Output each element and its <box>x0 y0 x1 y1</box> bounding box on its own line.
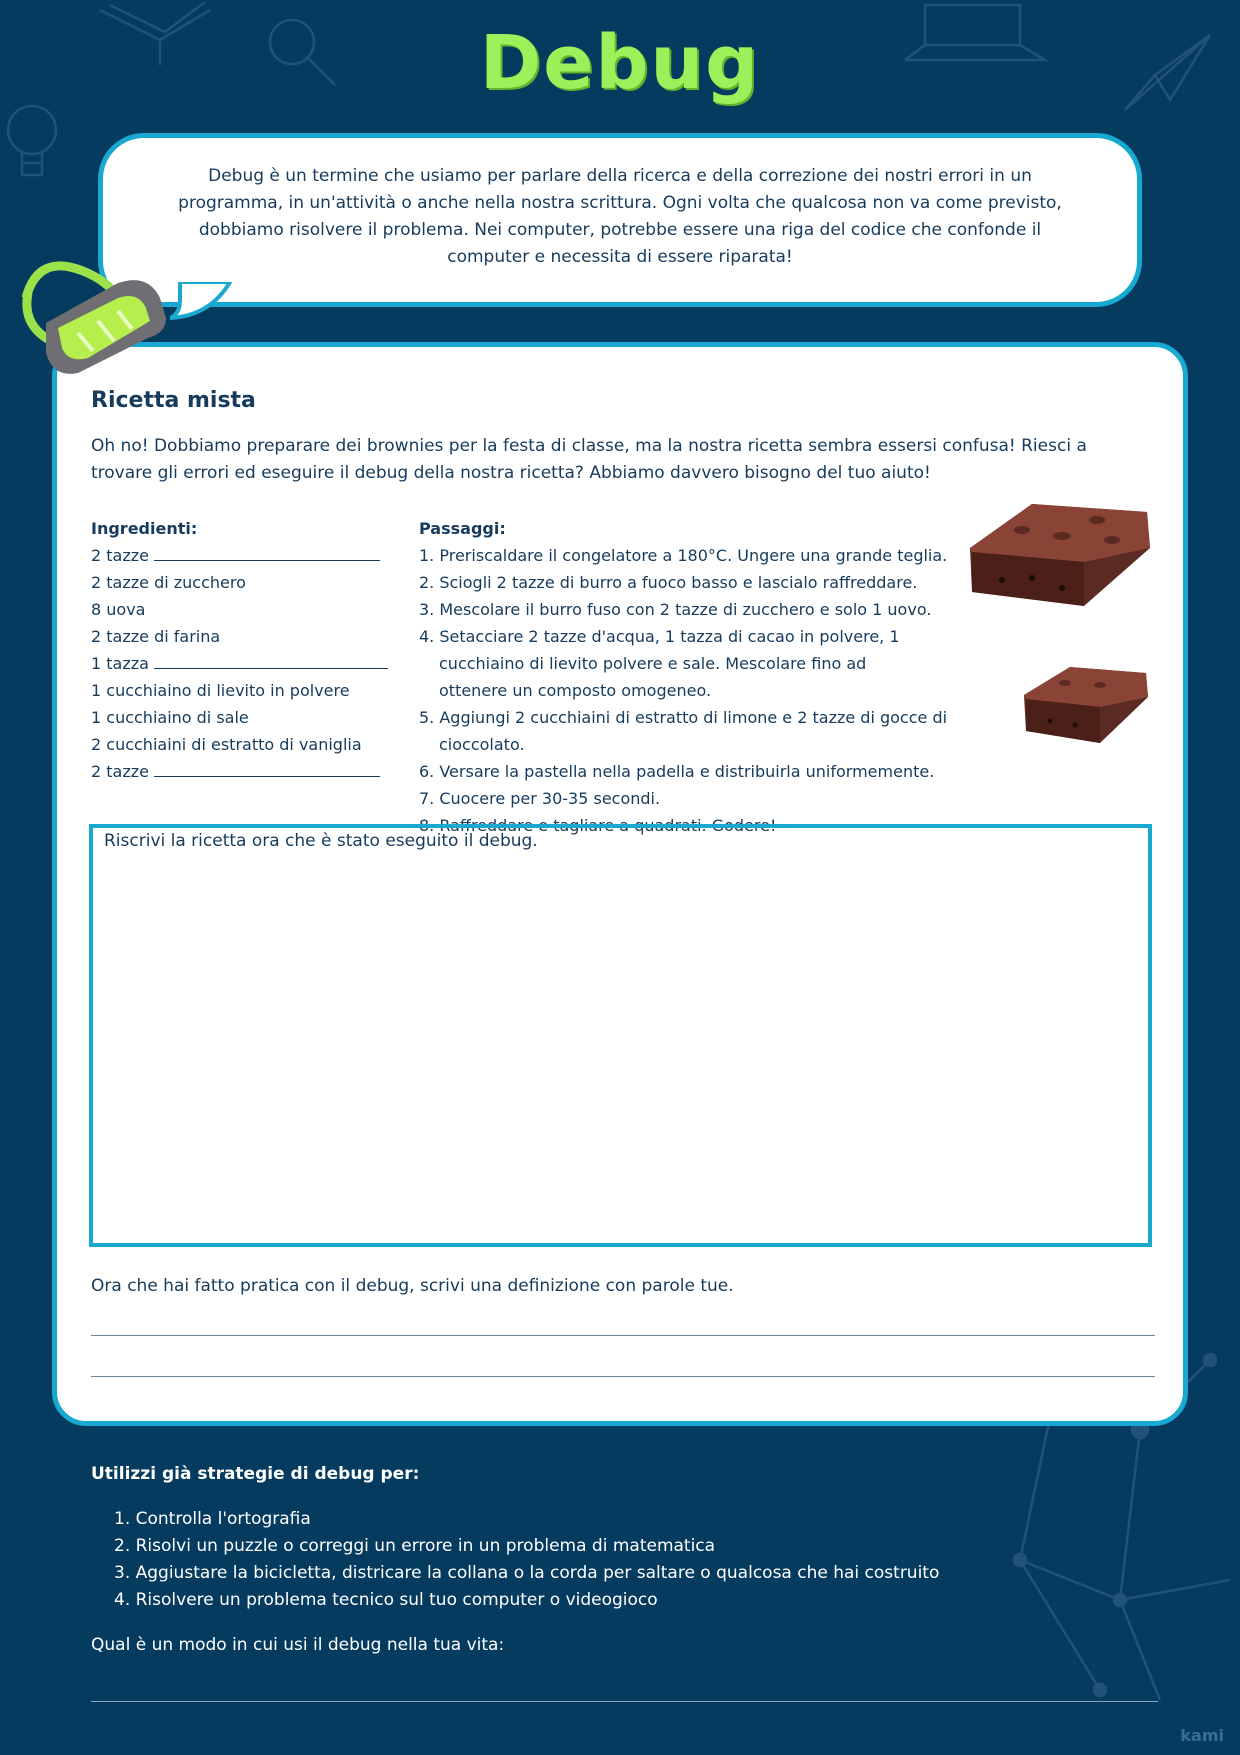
lightbulb-doodle-icon <box>0 95 70 195</box>
rewrite-prompt: Riscrivi la ricetta ora che è stato eseguito il debug. <box>104 831 538 851</box>
fill-in-blank[interactable] <box>154 545 380 561</box>
ingredient-item: 2 tazze <box>91 758 411 785</box>
answer-line[interactable] <box>91 1376 1155 1377</box>
recipe-intro: Oh no! Dobbiamo preparare dei brownies per la festa di classe, ma la nostra ricetta sembra essersi confusa! Riesci a trovare gli errori ed eseguire il debug della nostra ricetta? Abbiamo davvero bisogno del tuo aiuto! <box>91 436 1087 483</box>
ingredient-item: 2 tazze di zucchero <box>91 573 246 592</box>
step-item: 5. Aggiungi 2 cucchiaini di estratto di limone e 2 tazze di gocce di cioccolato. <box>419 708 948 754</box>
ingredient-item: 1 cucchiaino di lievito in polvere <box>91 681 350 700</box>
ingredient-item: 2 tazze di farina <box>91 627 221 646</box>
step-item: 3. Mescolare il burro fuso con 2 tazze di zucchero e solo 1 uovo. <box>419 600 932 619</box>
strategies-list <box>114 1506 939 1614</box>
fill-in-blank[interactable] <box>154 761 380 777</box>
step-item: 8. Raffreddare e tagliare a quadrati. Godere! <box>419 816 777 835</box>
ingredients-list <box>91 515 411 785</box>
answer-line[interactable] <box>91 1335 1155 1336</box>
step-item: 1. Preriscaldare il congelatore a 180°C. Ungere una grande teglia. <box>419 546 948 565</box>
steps-heading: Passaggi: <box>419 519 506 538</box>
brownie-icon <box>1024 667 1148 743</box>
answer-line[interactable] <box>91 1701 1158 1702</box>
vr-goggles-icon <box>18 253 168 383</box>
brownie-icon <box>962 500 1152 610</box>
rewrite-answer-box[interactable] <box>89 824 1152 1247</box>
step-item: 4. Setacciare 2 tazze d'acqua, 1 tazza di cacao in polvere, 1 cucchiaino di lievito polvere e sale. Mescolare fino ad ottenere un composto omogeneo. <box>419 627 900 700</box>
ingredient-item: 1 tazza <box>91 650 411 677</box>
ingredient-item: 8 uova <box>91 600 146 619</box>
list-item: 1. Controlla l'ortografia <box>114 1509 311 1529</box>
list-item: 4. Risolvere un problema tecnico sul tuo computer o videogioco <box>114 1590 658 1610</box>
step-item: 7. Cuocere per 30-35 secondi. <box>419 789 661 808</box>
definition-prompt: Ora che hai fatto pratica con il debug, scrivi una definizione con parole tue. <box>91 1276 734 1296</box>
ingredients-heading: Ingredienti: <box>91 519 198 538</box>
step-item: 6. Versare la pastella nella padella e distribuirla uniformemente. <box>419 762 935 781</box>
recipe-title: Ricetta mista <box>91 388 256 413</box>
list-item: 3. Aggiustare la bicicletta, districare la collana o la corda per saltare o qualcosa che hai costruito <box>114 1563 940 1583</box>
ingredient-item: 1 cucchiaino di sale <box>91 708 249 727</box>
ingredient-item: 2 tazze <box>91 542 411 569</box>
strategies-heading: Utilizzi già strategie di debug per: <box>91 1464 420 1484</box>
fill-in-blank[interactable] <box>154 653 388 669</box>
step-item: 2. Sciogli 2 tazze di burro a fuoco basso e lascialo raffreddare. <box>419 573 918 592</box>
page-title: Debug <box>479 20 761 106</box>
list-item: 2. Risolvi un puzzle o correggi un errore in un problema di matematica <box>114 1536 716 1556</box>
life-question: Qual è un modo in cui usi il debug nella tua vita: <box>91 1635 505 1655</box>
ingredient-item: 2 cucchiaini di estratto di vaniglia <box>91 735 362 754</box>
speech-bubble-tail <box>170 282 240 322</box>
steps-list <box>419 515 1029 839</box>
intro-text: Debug è un termine che usiamo per parlare della ricerca e della correzione dei nostri errori in un programma, in un'attività o anche nella nostra scrittura. Ogni volta che qualcosa non va come previsto, dobbiamo risolvere il problema. Nei computer, potrebbe essere una riga del codice che confonde il computer e necessita di essere riparata! <box>178 166 1062 267</box>
kami-logo: kami <box>1180 1726 1224 1745</box>
